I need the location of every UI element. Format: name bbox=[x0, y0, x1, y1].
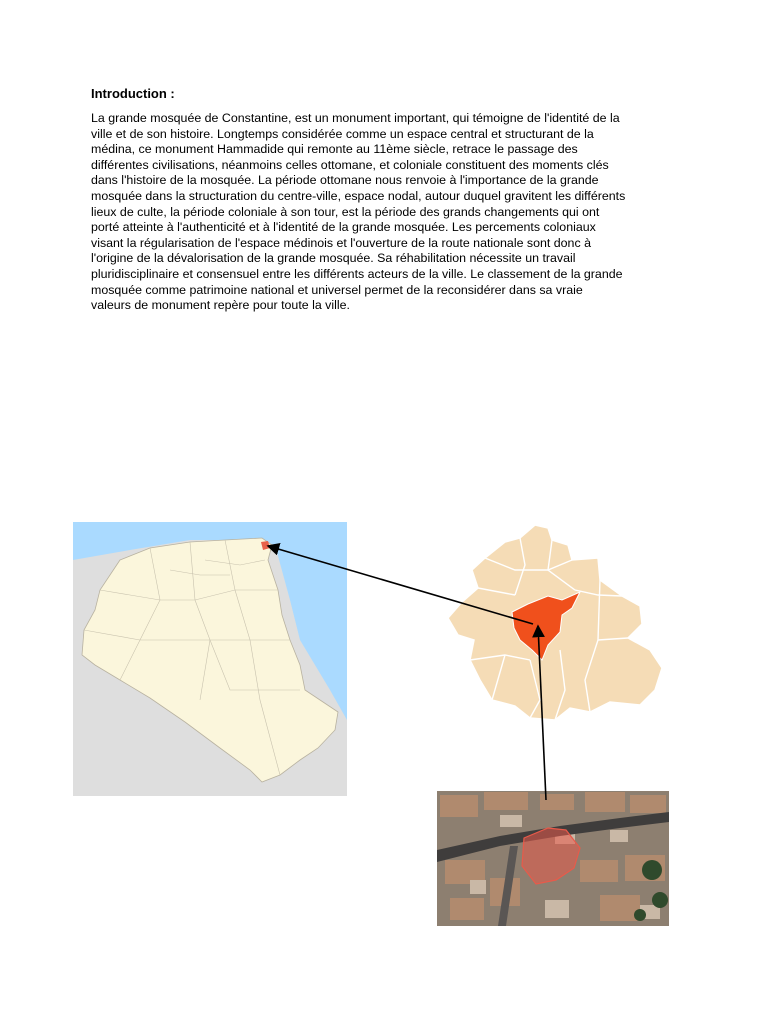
paragraph-line: dans l'histoire de la mosquée. La période ottomane nous renvoie à l'importance de la grande bbox=[91, 173, 599, 188]
province-outline bbox=[448, 525, 662, 720]
paragraph-line: mosquée comme patrimoine national et universel permet de la reconsidérer dans sa vraie bbox=[91, 282, 583, 297]
paragraph-line: médina, ce monument Hammadide qui remonte au 11ème siècle, retrace le passage des bbox=[91, 142, 578, 157]
constantine-city-highlight bbox=[512, 592, 580, 660]
sea-background bbox=[73, 522, 347, 796]
arrow-to-country-map bbox=[268, 546, 533, 624]
algeria-map-icon bbox=[73, 522, 347, 796]
introduction-paragraph bbox=[91, 111, 691, 314]
paragraph-line: visant la régularisation de l'espace médinois et l'ouverture de la route nationale sont donc à bbox=[91, 235, 591, 250]
light-roofs bbox=[470, 815, 660, 919]
paragraph-line: porté atteinte à l'authenticité et à l'identité de la grande mosquée. Les percements coloniaux bbox=[91, 220, 596, 235]
mosque-overlay bbox=[522, 828, 580, 884]
province-borders bbox=[84, 540, 300, 775]
paragraph-line: valeurs de monument repère pour toute la ville. bbox=[91, 298, 350, 313]
paragraph-line: l'origine de la dévalorisation de la grande mosquée. Sa réhabilitation nécessite un travail bbox=[91, 251, 576, 266]
paragraph-line: différentes civilisations, néanmoins celles ottomane, et coloniale constituent des moments clés bbox=[91, 157, 609, 172]
constantine-highlight bbox=[261, 541, 270, 550]
document-heading: Introduction : bbox=[91, 86, 175, 101]
district-borders bbox=[470, 538, 628, 720]
arrow-to-province-map bbox=[538, 626, 546, 800]
paragraph-line: ville et de son histoire. Longtemps considérée comme un espace central et structurant de la bbox=[91, 126, 594, 141]
algeria-territory bbox=[82, 538, 338, 782]
aerial-satellite-photo-icon bbox=[437, 791, 669, 926]
paragraph-line: mosquée dans la structuration du centre-ville, espace nodal, autour duquel gravitent les différents bbox=[91, 188, 626, 203]
side-road bbox=[498, 846, 518, 926]
vegetation bbox=[634, 860, 668, 921]
roof-blocks bbox=[440, 792, 666, 921]
paragraph-line: La grande mosquée de Constantine, est un monument important, qui témoigne de l'identité de la bbox=[91, 111, 620, 125]
neighbor-land bbox=[73, 540, 347, 796]
main-road bbox=[437, 812, 669, 862]
constantine-province-map-icon bbox=[448, 525, 662, 720]
paragraph-line: lieux de culte, la période coloniale à son tour, est la période des grands changements qui ont bbox=[91, 204, 600, 219]
paragraph-line: pluridisciplinaire et consensuel entre les différents acteurs de la ville. Le classement de la grande bbox=[91, 266, 623, 281]
